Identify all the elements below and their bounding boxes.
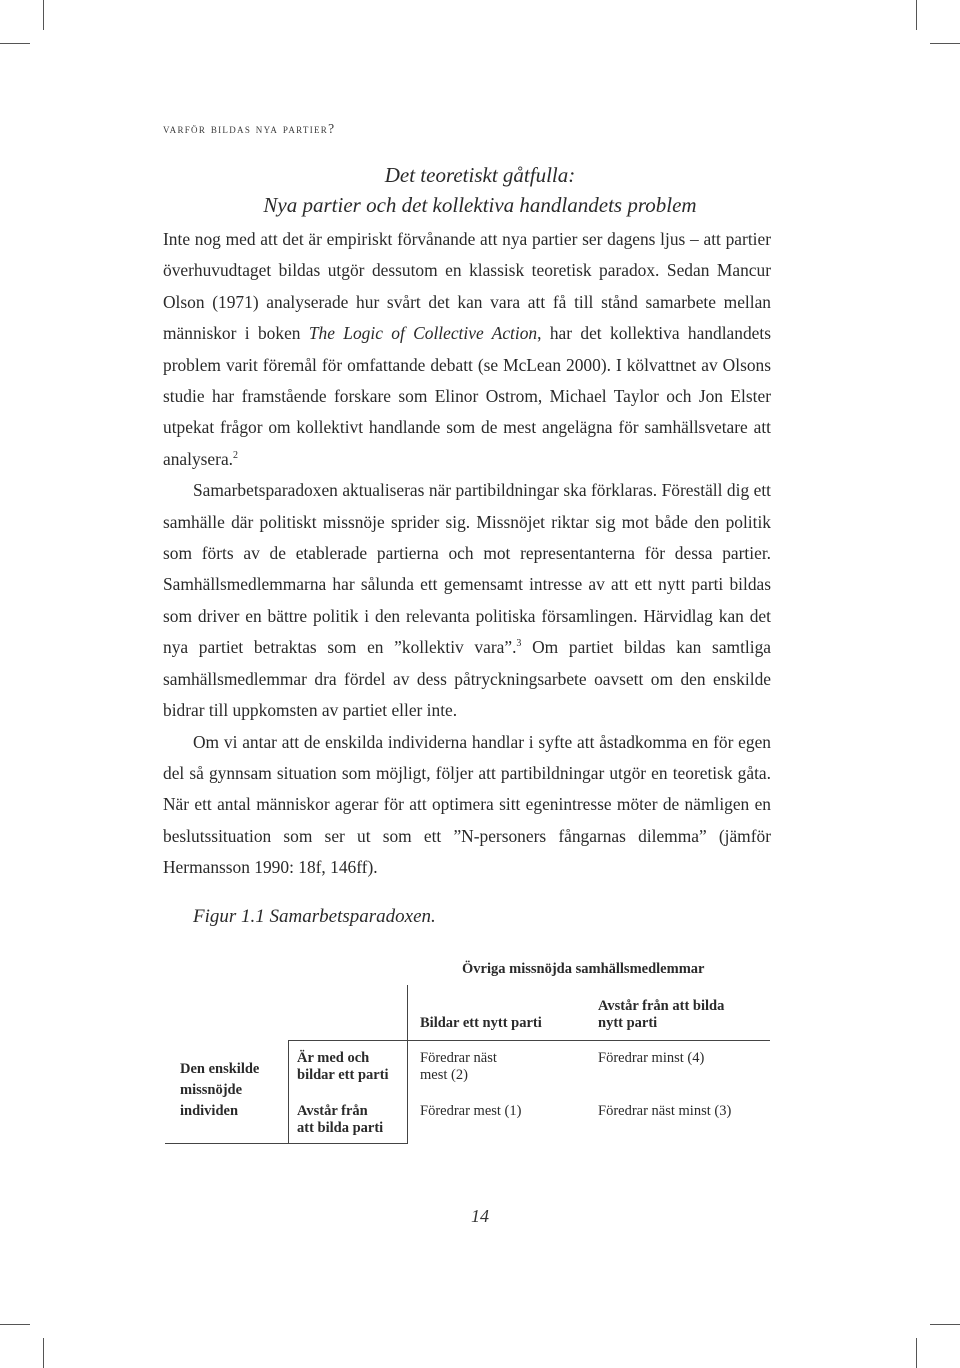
crop-mark-bottom-left-h: [0, 1324, 30, 1325]
paragraph-3: Om vi antar att de enskilda individerna handlar i syfte att åstadkomma en för egen del så gynnsam situation som möjligt, följer att partibildningar utgör en teoretisk gåta. När ett antal människor agerar för att optimera sitt egenintresse möter de nämligen en beslutssituation som ser ut som ett ”N-personers fångarnas dilemma” (jämför Hermansson 1990: 18f, 146ff).: [163, 731, 771, 878]
row-header-1-line-1: Är med och: [297, 1050, 370, 1066]
row-group-header-line-3: individen: [180, 1103, 239, 1119]
page-number: 14: [471, 1206, 489, 1226]
footnote-ref-2[interactable]: 2: [233, 449, 239, 461]
paragraph-2-part-b: Om partiet bildas kan samtliga samhällsmedlemmar dra fördel av dess påtryckningsarbete oavsett om den enskilde bidrar till uppkomsten av partiet eller inte.: [163, 637, 771, 721]
crop-mark-top-right-v: [916, 0, 917, 30]
section-title-line-2: Nya partier och det kollektiva handlandets problem: [263, 193, 697, 217]
crop-mark-top-left-v: [43, 0, 44, 30]
book-title: The Logic of Collective Action: [308, 323, 538, 344]
matrix-horizontal-rule-row-groups: [165, 1143, 408, 1144]
column-header-avstar-line-1: Avstår från att bilda: [598, 998, 725, 1014]
cell-r2c1: Föredrar mest (1): [420, 1103, 522, 1119]
row-group-header-line-2: missnöjde: [180, 1082, 243, 1098]
figure-caption: Figur 1.1 Samarbetsparadoxen.: [193, 906, 436, 927]
column-group-header: Övriga missnöjda samhällsmedlemmar: [462, 961, 705, 977]
column-header-avstar-line-2: nytt parti: [598, 1015, 658, 1031]
crop-mark-top-left-h: [0, 43, 30, 44]
footnote-ref-3[interactable]: 3: [516, 638, 522, 650]
row-header-1-line-2: bildar ett parti: [297, 1067, 389, 1083]
cell-r2c2: Föredrar näst minst (3): [598, 1103, 732, 1119]
column-header-bildar: Bildar ett nytt parti: [420, 1015, 542, 1031]
row-header-2-line-1: Avstår från: [297, 1103, 368, 1119]
row-header-2-line-2: att bilda parti: [297, 1120, 384, 1136]
cell-r1c2: Föredrar minst (4): [598, 1050, 705, 1066]
paragraph-1: [163, 224, 771, 475]
cell-r1c1-line-1: Föredrar näst: [420, 1050, 497, 1066]
crop-mark-top-right-h: [930, 43, 960, 44]
crop-mark-bottom-right-h: [930, 1324, 960, 1325]
paragraph-2-part-a: Samarbetsparadoxen aktualiseras när partibildningar ska förklaras. Föreställ dig ett samhälle där politiskt missnöje sprider sig. Missnöjet riktar sig mot både den politik som förts av de etablerade partierna och mot representanterna för dessa partier. Samhällsmedlemmarna har sålunda ett gemensamt intresse av att ett nytt parti bildas som driver en bättre politik i den relevanta politiska församlingen. Härvidlag kan det nya partiet betraktas som en ”kollektiv vara”.: [163, 480, 771, 658]
running-head: varför bildas nya partier?: [163, 121, 336, 136]
paragraph-2: [163, 475, 771, 726]
paragraph-1-part-b: , har det kollektiva handlandets problem varit föremål för omfattande debatt (se McLean 2000). I kölvattnet av Olsons studie har framstående forskare som Elinor Ostrom, Michael Taylor och Jon Elster utpekat frågor om kollektivt handlande som de mest angelägna för samhällsvetare att analysera.: [163, 323, 771, 469]
matrix-vertical-rule-rows: [288, 1040, 289, 1143]
matrix-vertical-rule: [407, 985, 408, 1143]
row-group-header-line-1: Den enskilde: [180, 1061, 260, 1077]
body-text: [163, 224, 771, 884]
paragraph-1-part-a: Inte nog med att det är empiriskt förvånande att nya partier ser dagens ljus – att partier överhuvudtaget bildas utgör dessutom en klassisk teoretisk paradox. Sedan Mancur Olson (1971) analyserade hur svårt det kan vara att få till stånd samarbete mellan människor i boken: [163, 229, 771, 344]
cell-r1c1-line-2: mest (2): [420, 1067, 468, 1083]
section-title: [163, 160, 797, 220]
section-title-line-1: Det teoretiskt gåtfulla:: [384, 163, 576, 187]
crop-mark-bottom-right-v: [916, 1338, 917, 1368]
matrix-horizontal-rule-header: [288, 1040, 770, 1041]
crop-mark-bottom-left-v: [43, 1338, 44, 1368]
